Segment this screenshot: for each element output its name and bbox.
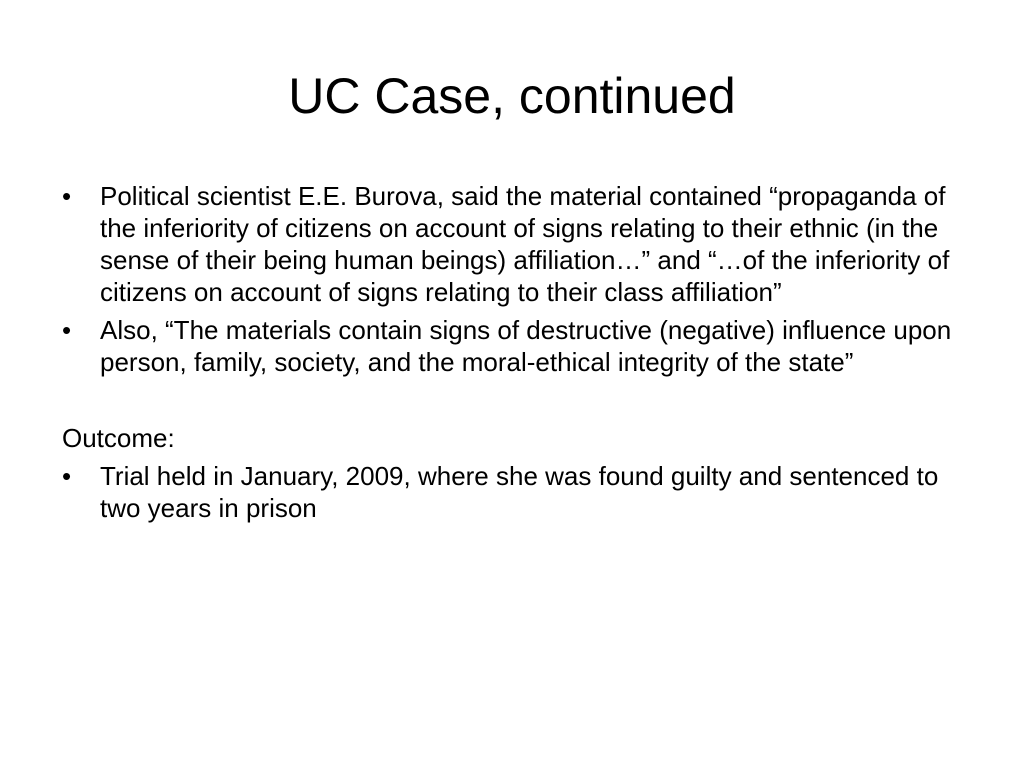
outcome-label: Outcome: <box>62 423 175 453</box>
outcome-bullet-list <box>62 460 977 524</box>
bullet-text: Also, “The materials contain signs of destructive (negative) influence upon person, family, society, and the moral-ethical integrity of the state” <box>100 315 952 377</box>
list-item <box>62 180 977 308</box>
bullet-icon: • <box>62 315 72 345</box>
bullet-list <box>62 180 977 378</box>
slide-title: UC Case, continued <box>288 68 736 124</box>
bullet-text: Trial held in January, 2009, where she was found guilty and sentenced to two years in prison <box>100 461 939 523</box>
slide-body <box>62 180 977 530</box>
bullet-icon: • <box>62 181 72 211</box>
bullet-text: Political scientist E.E. Burova, said the material contained “propaganda of the inferiority of citizens on account of signs relating to their ethnic (in the sense of their being human beings) affiliation…” and “…of the inferiority of citizens on account of signs relating to their class affiliation” <box>100 181 950 307</box>
bullet-icon: • <box>62 461 72 491</box>
list-item <box>62 460 977 524</box>
list-item <box>62 314 977 378</box>
